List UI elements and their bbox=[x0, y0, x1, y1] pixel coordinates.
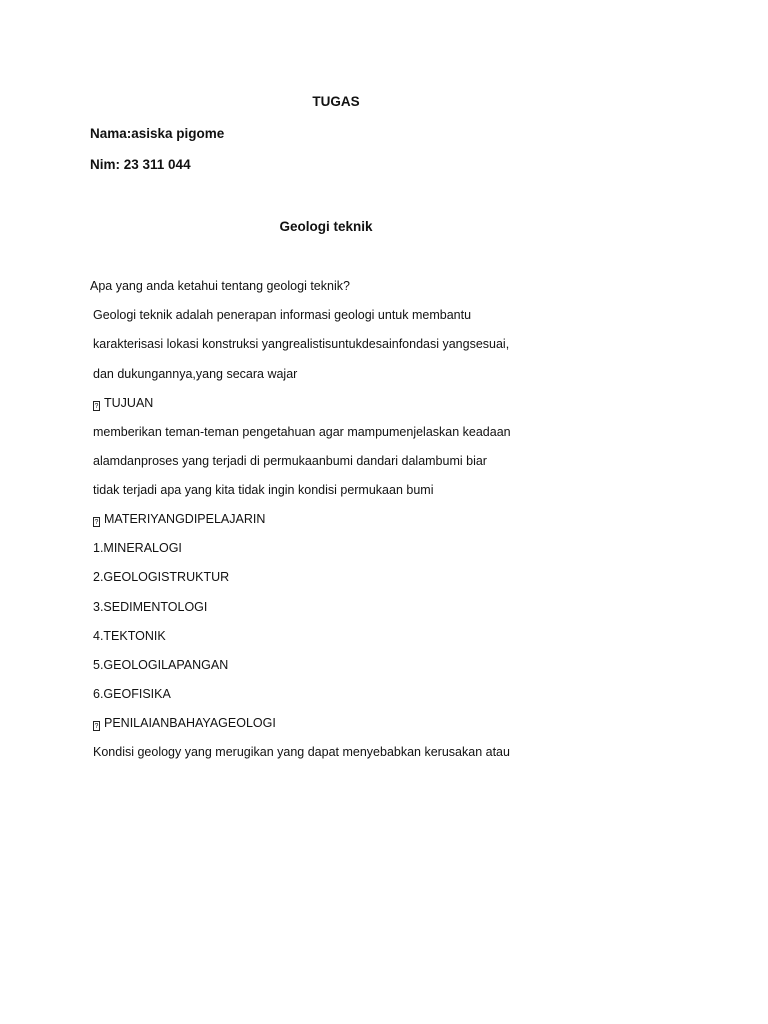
missing-glyph-icon: ? bbox=[94, 723, 99, 730]
list-item: 6.GEOFISIKA bbox=[93, 687, 171, 701]
bullet-label: PENILAIANBAHAYAGEOLOGI bbox=[104, 716, 276, 730]
list-item: 4.TEKTONIK bbox=[93, 629, 166, 643]
paragraph-line: Kondisi geology yang merugikan yang dapat menyebabkan kerusakan atau bbox=[93, 745, 510, 759]
paragraph-line: alamdanproses yang terjadi di permukaanbumi dandari dalambumi biar bbox=[93, 454, 487, 468]
missing-glyph-icon: ? bbox=[94, 519, 99, 526]
paragraph-line: tidak terjadi apa yang kita tidak ingin kondisi permukaan bumi bbox=[93, 483, 434, 497]
bullet-item-penilaian bbox=[93, 715, 276, 731]
list-item: 5.GEOLOGILAPANGAN bbox=[93, 658, 229, 672]
paragraph-line: dan dukungannya,yang secara wajar bbox=[93, 367, 298, 381]
bullet-label: MATERIYANGDIPELAJARIN bbox=[104, 512, 266, 526]
student-nim: Nim: 23 311 044 bbox=[90, 157, 191, 172]
paragraph-line: memberikan teman-teman pengetahuan agar mampumenjelaskan keadaan bbox=[93, 425, 511, 439]
paragraph-line: karakterisasi lokasi konstruksi yangrealistisuntukdesainfondasi yangsesuai, bbox=[93, 337, 510, 351]
document-title: TUGAS bbox=[312, 94, 360, 109]
bullet-item-materi bbox=[93, 511, 265, 527]
question-text: Apa yang anda ketahui tentang geologi teknik? bbox=[90, 279, 350, 293]
list-item: 2.GEOLOGISTRUKTUR bbox=[93, 570, 230, 584]
paragraph-line: Geologi teknik adalah penerapan informasi geologi untuk membantu bbox=[93, 308, 472, 322]
bullet-label: TUJUAN bbox=[104, 396, 154, 410]
list-item: 1.MINERALOGI bbox=[93, 541, 182, 555]
bullet-item-tujuan bbox=[93, 395, 153, 411]
student-name: Nama:asiska pigome bbox=[90, 126, 225, 141]
missing-glyph-icon: ? bbox=[94, 403, 99, 410]
section-heading: Geologi teknik bbox=[279, 219, 373, 234]
list-item: 3.SEDIMENTOLOGI bbox=[93, 600, 208, 614]
